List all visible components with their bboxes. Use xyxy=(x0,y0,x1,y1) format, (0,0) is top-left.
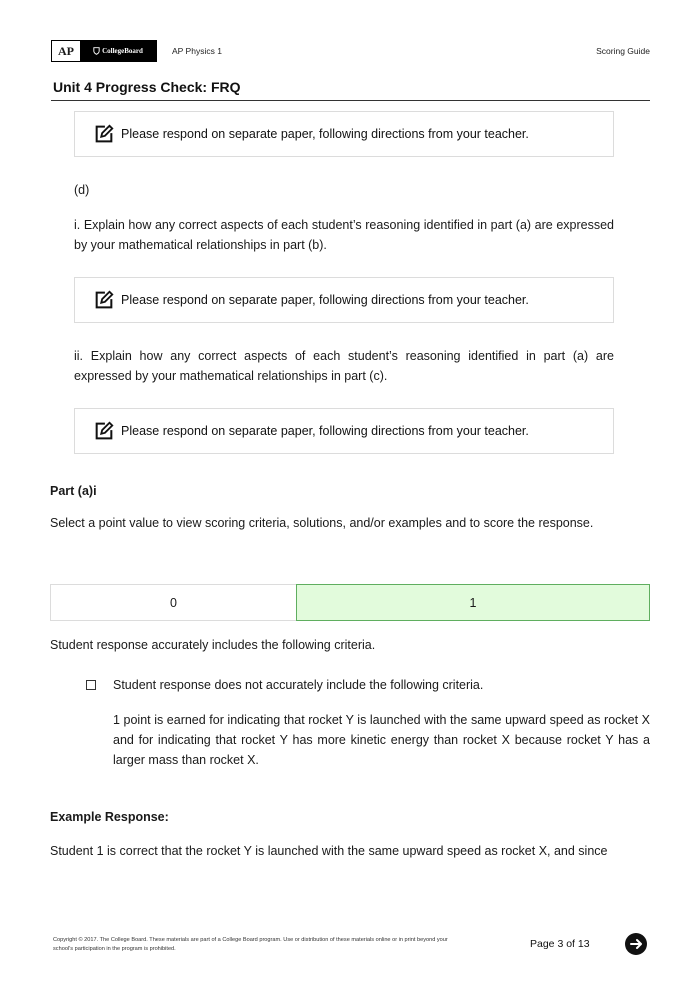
respond-box xyxy=(74,277,614,323)
logo-ap: AP xyxy=(52,41,80,61)
document-type: Scoring Guide xyxy=(596,46,650,56)
edit-icon xyxy=(93,289,115,311)
respond-box xyxy=(74,408,614,454)
example-text: Student 1 is correct that the rocket Y is launched with the same upward speed as rocket X, and since xyxy=(50,844,608,858)
title-divider xyxy=(51,100,650,101)
shield-icon xyxy=(93,47,100,55)
select-hint: Select a point value to view scoring criteria, solutions, and/or examples and to score the response. xyxy=(50,516,594,530)
respond-prompt: Please respond on separate paper, following directions from your teacher. xyxy=(121,293,529,307)
course-name: AP Physics 1 xyxy=(172,46,222,56)
respond-prompt: Please respond on separate paper, following directions from your teacher. xyxy=(121,424,529,438)
page-number: Page 3 of 13 xyxy=(530,938,590,950)
question-d-ii: ii. Explain how any correct aspects of each student’s reasoning identified in part (a) are expressed by your mathematical relationships in part (c). xyxy=(74,349,614,383)
next-page-button[interactable] xyxy=(625,933,647,955)
question-d-i: i. Explain how any correct aspects of each student’s reasoning identified in part (a) are expressed by your mathematical relationships in part (b). xyxy=(74,218,614,252)
criteria-intro: Student response accurately includes the following criteria. xyxy=(50,638,376,652)
edit-icon xyxy=(93,123,115,145)
copyright-notice: Copyright © 2017. The College Board. These materials are part of a College Board program. Use or distribution of these materials online or in print beyond your school’s participation in the program is prohibited. xyxy=(53,937,448,952)
criteria-checkbox-row[interactable] xyxy=(86,678,483,692)
point-option-0[interactable]: 0 xyxy=(50,584,296,621)
arrow-right-icon xyxy=(629,937,643,951)
edit-icon xyxy=(93,420,115,442)
part-d-label: (d) xyxy=(74,183,90,197)
page-header xyxy=(51,40,650,62)
part-heading: Part (a)i xyxy=(50,484,97,498)
logo-collegeboard xyxy=(80,41,156,61)
page-title: Unit 4 Progress Check: FRQ xyxy=(53,79,241,95)
criteria-checkbox[interactable] xyxy=(86,680,96,690)
respond-box xyxy=(74,111,614,157)
logo-collegeboard-text: CollegeBoard xyxy=(102,47,143,55)
point-option-1-selected[interactable]: 1 xyxy=(296,584,650,621)
point-value-selector xyxy=(50,584,650,621)
example-heading: Example Response: xyxy=(50,810,169,824)
checkbox-label: Student response does not accurately include the following criteria. xyxy=(113,678,484,692)
respond-prompt: Please respond on separate paper, following directions from your teacher. xyxy=(121,127,529,141)
criteria-detail: 1 point is earned for indicating that rocket Y is launched with the same upward speed as rocket X and for indicating that rocket Y has more kinetic energy than rocket X because rocket Y has a larger mass than rocket X. xyxy=(113,713,650,767)
ap-collegeboard-logo xyxy=(51,40,157,62)
